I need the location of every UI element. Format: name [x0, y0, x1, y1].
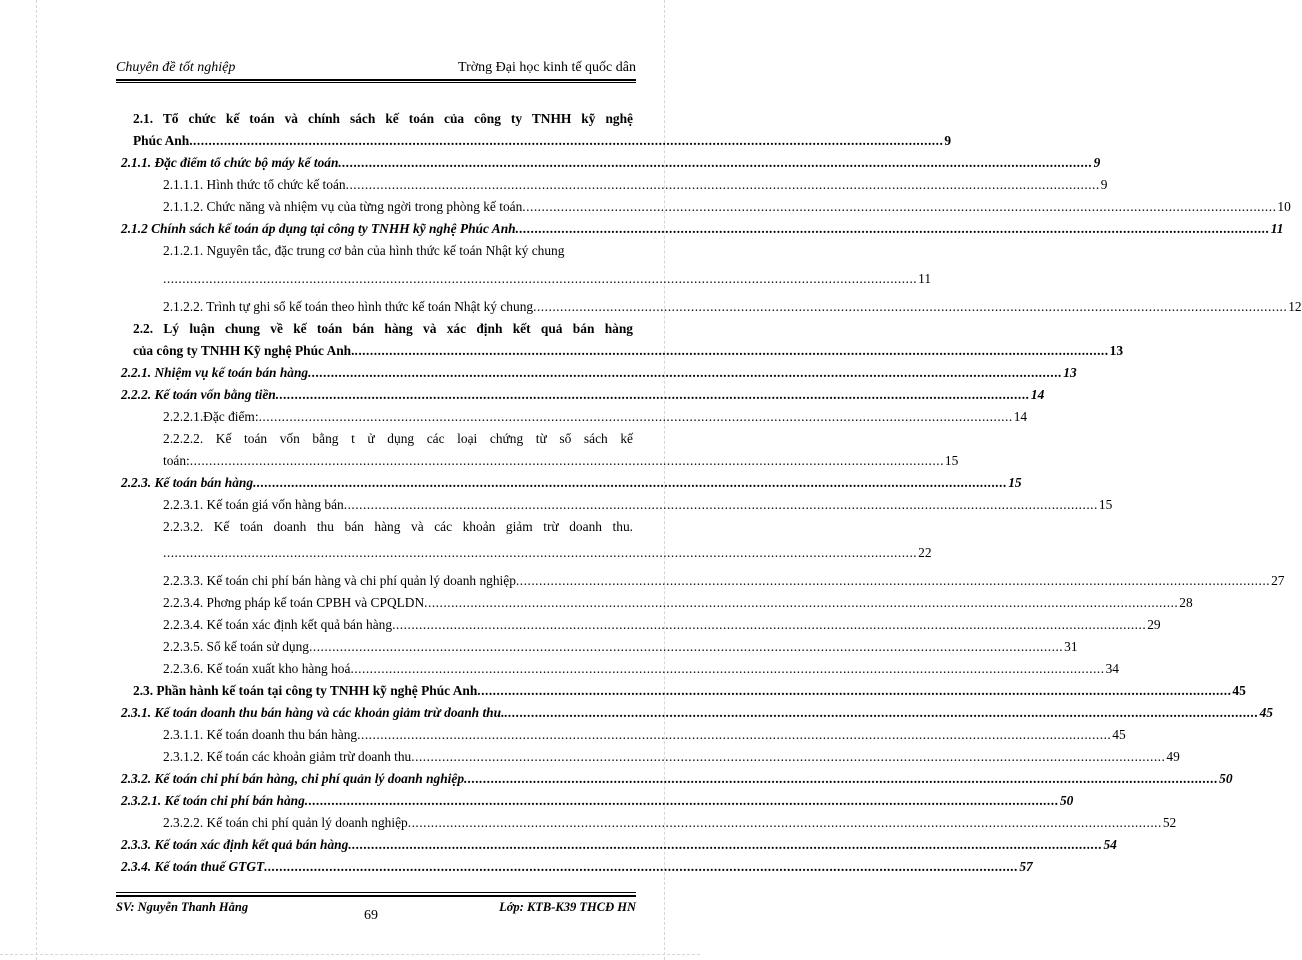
toc-entry[interactable]: 2.2. Lý luận chung về kế toán bán hàng và xác định kết quả bán hàng của công ty TNHH Kỹ nghệ Phúc Anh. ..... 13 [133, 318, 633, 362]
toc-page: 13 [1109, 343, 1124, 358]
toc-page: 31 [1064, 639, 1078, 654]
toc-entry[interactable]: 2.2.3.4. Phơng pháp kế toán CPBH và CPQLDN ..... 28 [163, 592, 633, 614]
toc-entry[interactable]: 2.1.1.2. Chức năng và nhiệm vụ của từng ngời trong phòng kế toán ..... 10 [163, 196, 633, 218]
toc-entry[interactable]: 2.2.3.2. Kế toán doanh thu bán hàng và các khoản giảm trừ doanh thu. ..... 22 [163, 516, 633, 564]
toc-page: 9 [944, 133, 952, 148]
header-rule-thin [116, 82, 636, 83]
toc-page: 15 [944, 453, 959, 468]
toc-entry[interactable]: 2.3.1. Kế toán doanh thu bán hàng và các khoản giảm trừ doanh thu. ..... 45 [121, 702, 633, 724]
header-left: Chuyên đề tốt nghiệp [116, 60, 236, 75]
toc-page: 34 [1105, 661, 1119, 676]
toc-page: 15 [1008, 475, 1022, 490]
toc-page: 54 [1103, 837, 1117, 852]
footer-class: Lớp: KTB-K39 THCĐ HN [499, 900, 636, 914]
toc-page: 45 [1112, 727, 1126, 742]
toc-entry[interactable]: 2.3.2. Kế toán chi phí bán hàng, chi phí quản lý doanh nghiệp ..... 50 [121, 768, 633, 790]
toc-entry[interactable]: 2.1. Tổ chức kế toán và chính sách kế toán của công ty TNHH kỹ nghệ Phúc Anh ..... 9 [133, 108, 633, 152]
toc-entry[interactable]: 2.3.1.2. Kế toán các khoản giảm trừ doanh thu ..... 49 [163, 746, 633, 768]
toc-entry[interactable]: 2.2.1. Nhiệm vụ kế toán bán hàng ..... 13 [121, 362, 633, 384]
page-footer [116, 900, 636, 922]
footer-rule-thin [116, 892, 636, 893]
footer-rule [116, 895, 636, 897]
toc-entry[interactable]: 2.2.2.1.Đặc điểm: ..... 14 [163, 406, 633, 428]
header-right: Trờng Đại học kinh tế quốc dân [458, 60, 636, 75]
toc-page: 10 [1277, 199, 1291, 214]
toc-page: 15 [1098, 497, 1113, 512]
toc-entry[interactable]: 2.3. Phần hành kế toán tại công ty TNHH kỹ nghệ Phúc Anh ..... 45 [133, 680, 633, 702]
toc-entry[interactable]: 2.3.1.1. Kế toán doanh thu bán hàng ..... 45 [163, 724, 633, 746]
toc-entry[interactable]: 2.1.1. Đặc điểm tổ chức bộ máy kế toán ..... 9 [121, 152, 633, 174]
toc-page: 50 [1219, 771, 1233, 786]
toc-page: 50 [1059, 793, 1074, 808]
footer-student: SV: Nguyễn Thanh Hằng [116, 900, 249, 914]
toc-entry[interactable]: 2.1.1.1. Hình thức tổ chức kế toán ..... 9 [163, 174, 633, 196]
toc-page: 9 [1093, 155, 1101, 170]
toc-entry[interactable]: 2.2.3.5. Sổ kế toán sử dụng ..... 31 [163, 636, 633, 658]
toc-entry[interactable]: 2.1.2 Chính sách kế toán áp dụng tại công ty TNHH kỹ nghệ Phúc Anh ..... 11 [121, 218, 633, 240]
toc-entry[interactable]: 2.2.3.4. Kế toán xác định kết quả bán hàng ..... 29 [163, 614, 633, 636]
toc-page: 27 [1271, 573, 1285, 588]
toc-page: 49 [1166, 749, 1180, 764]
toc-entry[interactable]: 2.2.3. Kế toán bán hàng ..... 15 [121, 472, 633, 494]
toc-entry[interactable]: 2.3.3. Kế toán xác định kết quả bán hàng ..... 54 [121, 834, 633, 856]
toc-page: 9 [1100, 177, 1108, 192]
toc-page: 45 [1259, 705, 1273, 720]
toc-page: 14 [1030, 387, 1045, 402]
toc-entry[interactable]: 2.3.4. Kế toán thuế GTGT ..... 57 [121, 856, 633, 878]
toc-page: 11 [918, 271, 932, 286]
toc-page: 28 [1179, 595, 1193, 610]
table-of-contents [121, 108, 1302, 878]
toc-entry[interactable]: 2.3.2.1. Kế toán chi phí bán hàng ..... 50 [121, 790, 633, 812]
toc-entry[interactable]: 2.1.2.1. Nguyên tắc, đặc trung cơ bản của hình thức kế toán Nhật ký chung ..... 11 [163, 240, 633, 290]
page-header [116, 56, 636, 78]
toc-entry[interactable]: 2.1.2.2. Trình tự ghi sổ kế toán theo hình thức kế toán Nhật ký chung ..... 12 [163, 296, 633, 318]
toc-page: 22 [918, 545, 932, 560]
toc-entry[interactable]: 2.2.3.1. Kế toán giá vốn hàng bán ..... 15 [163, 494, 633, 516]
toc-entry[interactable]: 2.2.2.2. Kế toán vốn bằng t ử dụng các loại chứng từ sổ sách kế toán: ..... 15 [163, 428, 633, 472]
toc-page: 11 [1270, 221, 1284, 236]
toc-page: 52 [1162, 815, 1177, 830]
toc-entry[interactable]: 2.2.2. Kế toán vốn bằng tiền ..... 14 [121, 384, 633, 406]
page-number: 69 [364, 908, 378, 923]
toc-page: 57 [1019, 859, 1033, 874]
header-rule [116, 79, 636, 81]
toc-page: 12 [1288, 299, 1302, 314]
toc-entry[interactable]: 2.2.3.6. Kế toán xuất kho hàng hoá ..... 34 [163, 658, 633, 680]
toc-page: 14 [1013, 409, 1028, 424]
toc-page: 13 [1063, 365, 1077, 380]
toc-page: 45 [1232, 683, 1246, 698]
toc-entry[interactable]: 2.3.2.2. Kế toán chi phí quản lý doanh nghiệp ..... 52 [163, 812, 633, 834]
toc-entry[interactable]: 2.2.3.3. Kế toán chi phí bán hàng và chi phí quản lý doanh nghiệp ..... 27 [163, 570, 633, 592]
toc-page: 29 [1147, 617, 1161, 632]
